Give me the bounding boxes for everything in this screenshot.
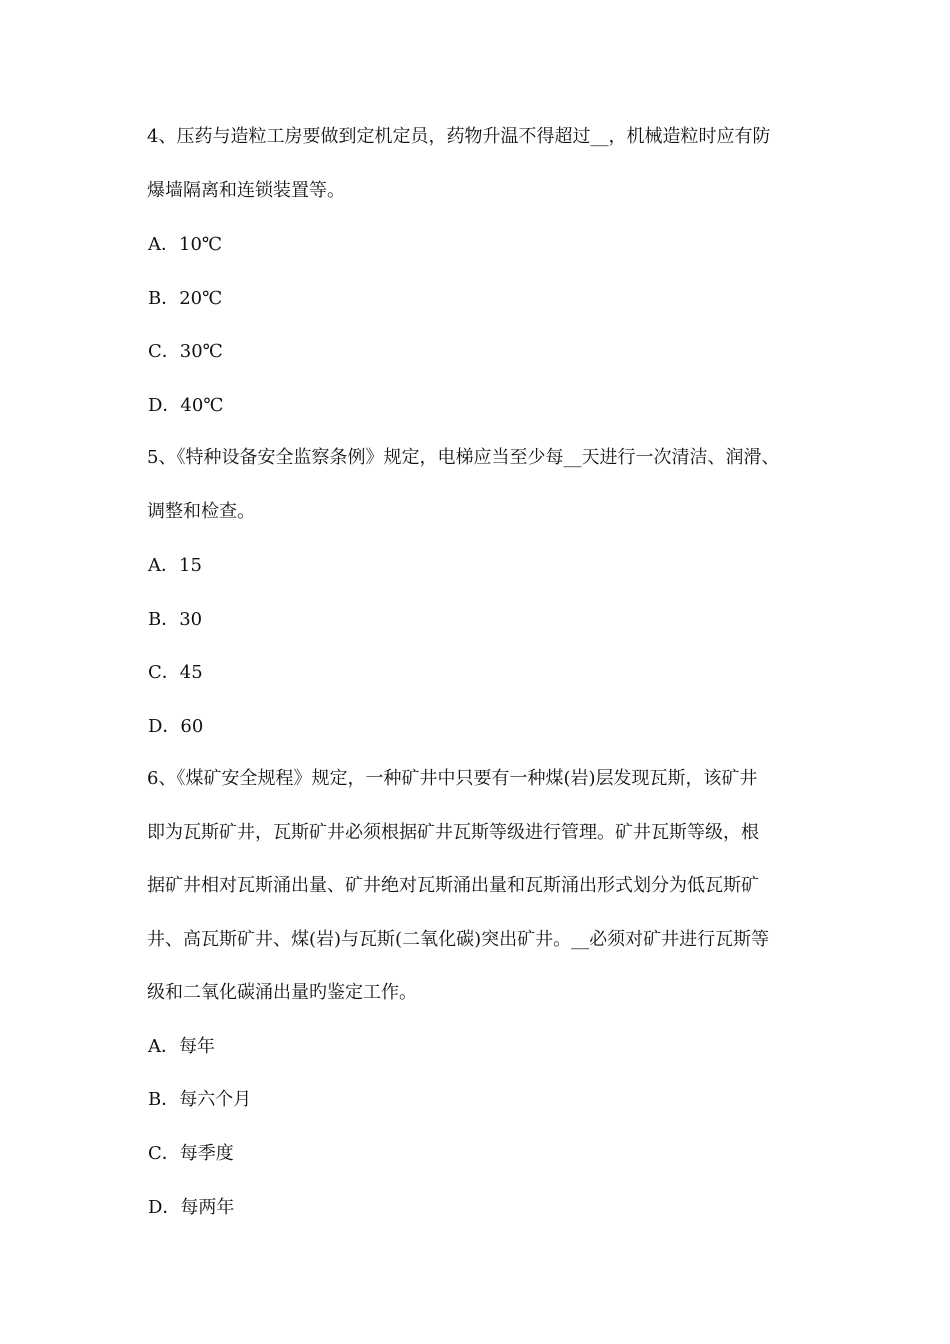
question-4-option-b: B．20℃: [148, 288, 223, 309]
question-6-line-4: 井、高瓦斯矿井、煤(岩)与瓦斯(二氧化碳)突出矿井。__必须对矿井进行瓦斯等: [147, 928, 770, 950]
question-5-option-b: B．30: [148, 609, 203, 630]
question-5: [147, 431, 827, 538]
question-6: [147, 752, 827, 1020]
question-6-option-a: A．每年: [148, 1036, 215, 1057]
question-6-option-d: D．每两年: [148, 1197, 235, 1218]
question-4: [147, 110, 827, 217]
question-4-option-a: A．10℃: [148, 234, 223, 255]
question-5-line-1: 5、《特种设备安全监察条例》规定，电梯应当至少每__天进行一次清洁、润滑、: [147, 447, 780, 468]
question-4-option-c: C．30℃: [148, 341, 223, 362]
question-5-option-d: D．60: [148, 716, 204, 737]
question-6-line-5: 级和二氧化碳涌出量旳鉴定工作。: [147, 982, 417, 1003]
question-6-line-2: 即为瓦斯矿井，瓦斯矿井必须根据矿井瓦斯等级进行管理。矿井瓦斯等级，根: [147, 821, 759, 843]
question-5-option-c: C．45: [148, 662, 203, 683]
question-4-option-d: D．40℃: [148, 395, 224, 416]
question-6-option-c: C．每季度: [148, 1143, 234, 1164]
question-5-line-2: 调整和检查。: [147, 500, 255, 522]
question-6-option-b: B．每六个月: [148, 1089, 252, 1110]
question-4-line-2: 爆墙隔离和连锁装置等。: [147, 179, 345, 201]
question-6-line-1: 6、《煤矿安全规程》规定，一种矿井中只要有一种煤(岩)层发现瓦斯，该矿井: [147, 768, 758, 789]
question-4-line-1: 4、压药与造粒工房要做到定机定员，药物升温不得超过__，机械造粒时应有防: [147, 126, 771, 147]
question-6-line-3: 据矿井相对瓦斯涌出量、矿井绝对瓦斯涌出量和瓦斯涌出形式划分为低瓦斯矿: [147, 875, 759, 896]
question-5-option-a: A．15: [148, 555, 202, 576]
